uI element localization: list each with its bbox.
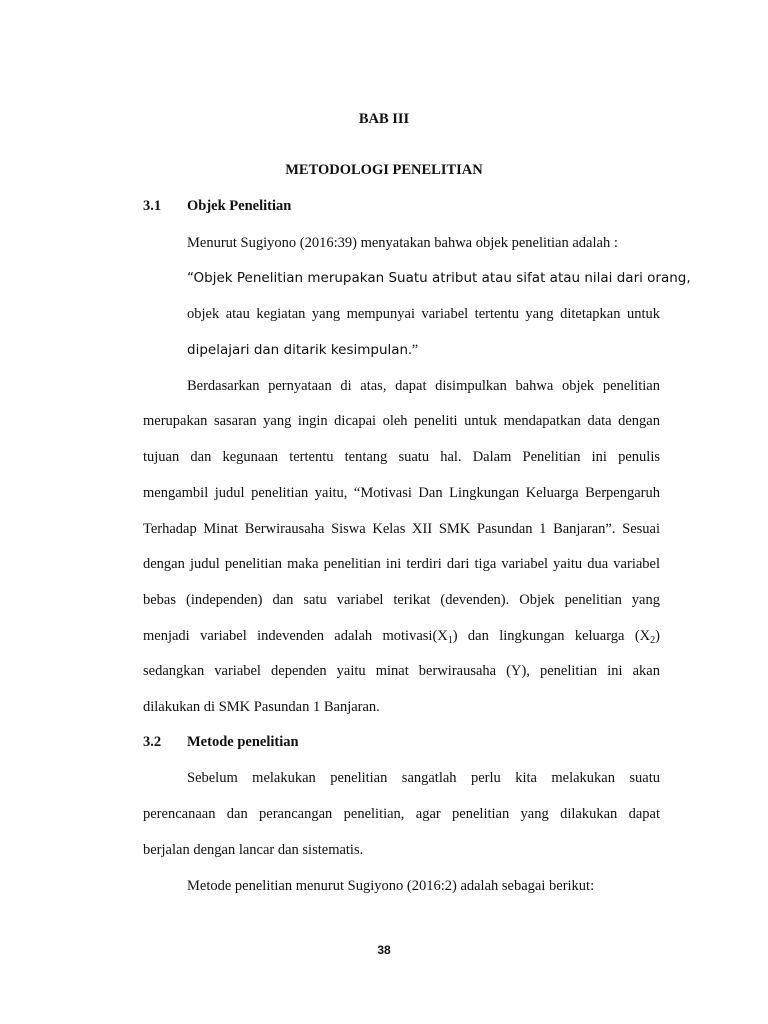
- quote-end: .”: [408, 342, 419, 358]
- paragraph-line: merupakan sasaran yang ingin dicapai oleh peneliti untuk mendapatkan data dengan: [143, 413, 660, 429]
- section-number: 3.1: [143, 198, 162, 214]
- quote-line: “Objek Penelitian merupakan Suatu atribut atau sifat atau nilai dari orang,: [187, 270, 691, 286]
- page-number: 38: [377, 943, 391, 957]
- subscript: 2: [650, 635, 656, 646]
- section-number: 3.2: [143, 734, 162, 750]
- chapter-label: BAB III: [358, 111, 410, 127]
- line-text: ) dan lingkungan keluarga (X: [452, 628, 651, 644]
- section-title: Objek Penelitian: [187, 198, 292, 214]
- paragraph-line: Sebelum melakukan penelitian sangatlah perlu kita melakukan suatu: [187, 770, 660, 786]
- paragraph-line: sedangkan variabel dependen yaitu minat berwirausaha (Y), penelitian ini akan: [143, 663, 660, 679]
- paragraph-line: Berdasarkan pernyataan di atas, dapat disimpulkan bahwa objek penelitian: [187, 378, 660, 394]
- paragraph-line: Terhadap Minat Berwirausaha Siswa Kelas XII SMK Pasundan 1 Banjaran”. Sesuai: [143, 521, 660, 537]
- chapter-title: METODOLOGI PENELITIAN: [285, 162, 483, 178]
- subscript: 1: [447, 635, 453, 646]
- quote-line: objek atau kegiatan yang mempunyai variabel tertentu yang ditetapkan untuk: [187, 306, 660, 322]
- paragraph-line: tujuan dan kegunaan tertentu tentang suatu hal. Dalam Penelitian ini penulis: [143, 449, 660, 465]
- paragraph-line: [143, 627, 660, 645]
- paragraph-line: perencanaan dan perancangan penelitian, agar penelitian yang dilakukan dapat: [143, 806, 660, 822]
- paragraph-line: berjalan dengan lancar dan sistematis.: [143, 842, 364, 858]
- paragraph-line: dengan judul penelitian maka penelitian ini terdiri dari tiga variabel yaitu dua variabel: [143, 556, 660, 572]
- line-text: ): [655, 628, 660, 644]
- quote-text: dipelajari dan ditarik kesimpulan: [187, 342, 409, 358]
- paragraph-line: dilakukan di SMK Pasundan 1 Banjaran.: [143, 699, 380, 715]
- paragraph-line: bebas (independen) dan satu variabel terikat (devenden). Objek penelitian yang: [143, 592, 660, 608]
- paragraph-line: Metode penelitian menurut Sugiyono (2016:2) adalah sebagai berikut:: [187, 878, 595, 894]
- paragraph-line: Menurut Sugiyono (2016:39) menyatakan bahwa objek penelitian adalah :: [187, 235, 618, 251]
- section-title: Metode penelitian: [187, 734, 299, 750]
- paragraph-line: mengambil judul penelitian yaitu, “Motivasi Dan Lingkungan Keluarga Berpengaruh: [143, 485, 660, 501]
- line-text: menjadi variabel indevenden adalah motivasi(X: [143, 628, 448, 644]
- quote-line: [187, 341, 660, 359]
